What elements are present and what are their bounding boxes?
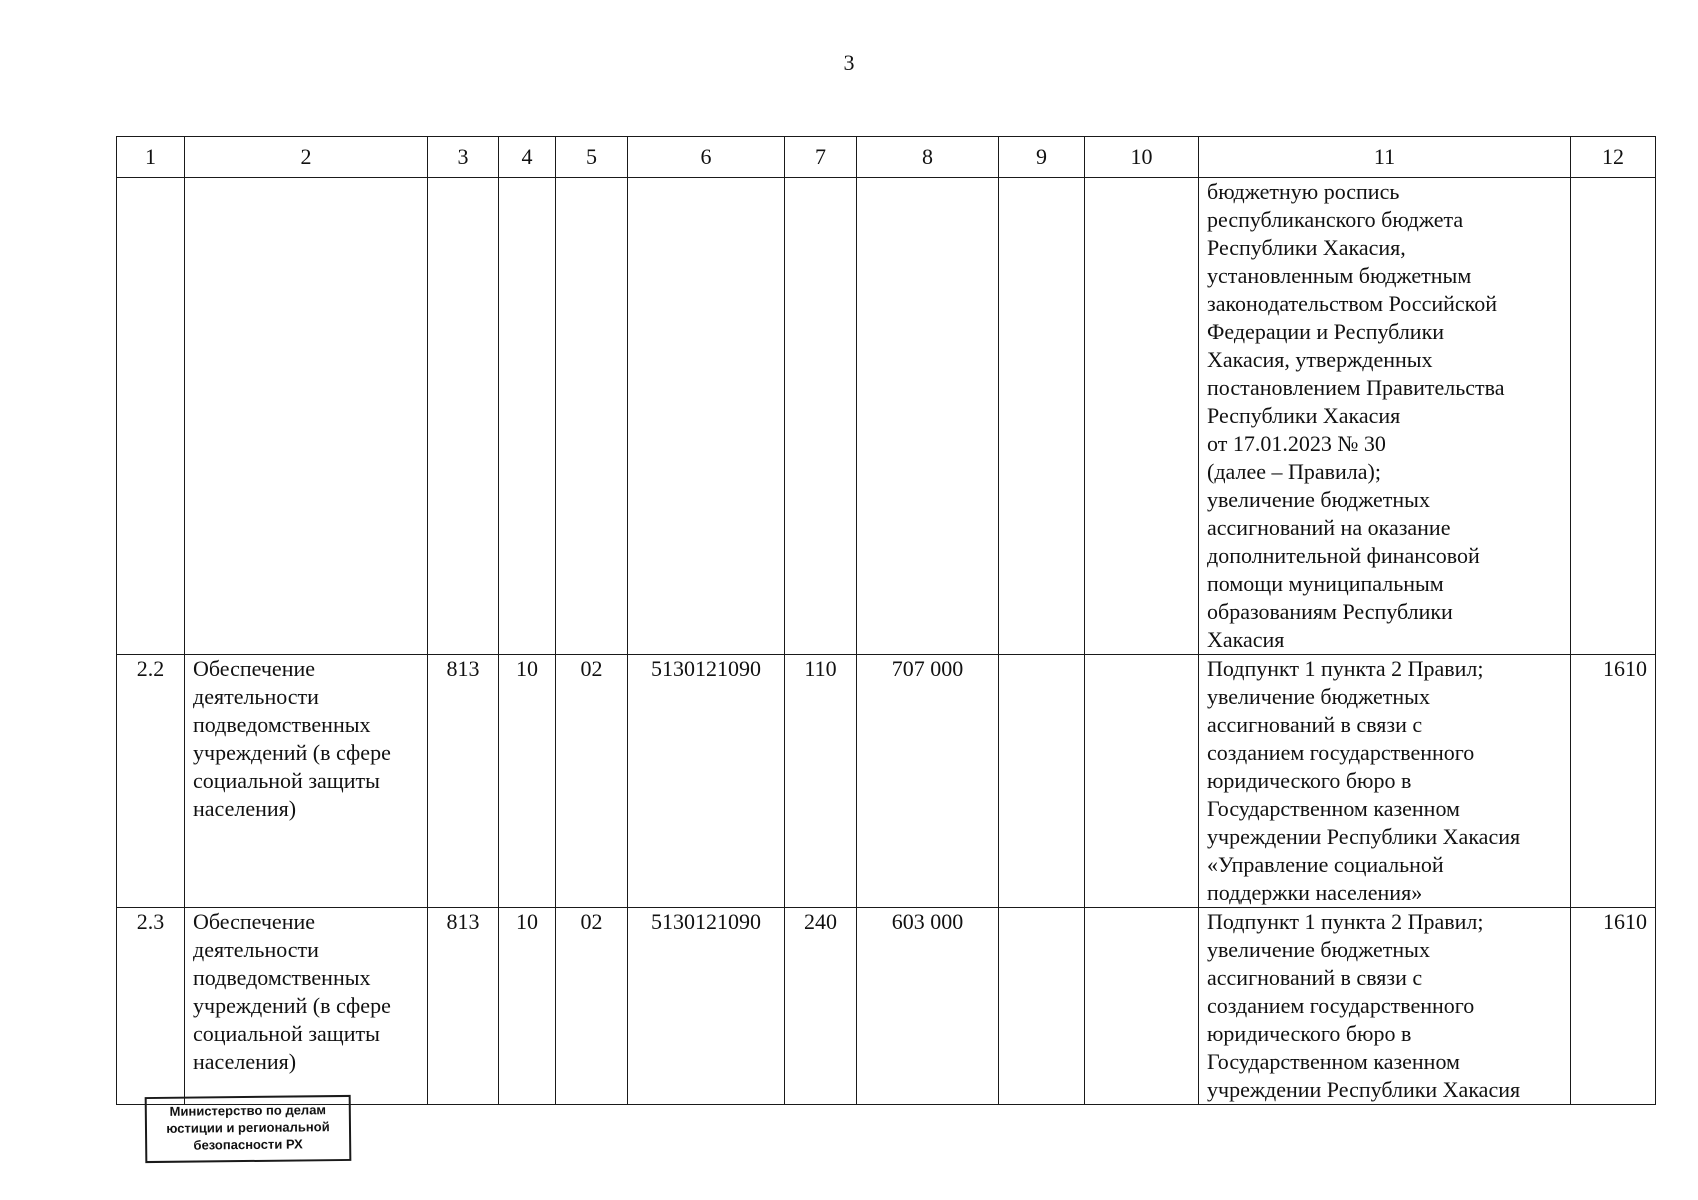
column-header-5: 5 [556,137,628,178]
cell-number [117,178,185,655]
column-header-10: 10 [1085,137,1199,178]
cell-col6: 5130121090 [628,908,785,1105]
cell-col5 [556,178,628,655]
column-header-12: 12 [1571,137,1656,178]
cell-col10 [1085,178,1199,655]
column-header-9: 9 [999,137,1085,178]
column-header-3: 3 [428,137,499,178]
cell-col8 [857,178,999,655]
cell-col4 [499,178,556,655]
cell-col7: 110 [785,655,857,908]
column-header-2: 2 [185,137,428,178]
table-row-2-3 [117,908,1656,1105]
cell-col7: 240 [785,908,857,1105]
cell-col7 [785,178,857,655]
column-header-11: 11 [1199,137,1571,178]
table-row-continuation [117,178,1656,655]
cell-col8: 707 000 [857,655,999,908]
cell-justification: Подпункт 1 пункта 2 Правил; увеличение бюджетных ассигнований в связи с созданием государственного юридического бюро в Государственном казенном учреждении Республики Хакасия [1199,908,1571,1105]
cell-col9 [999,655,1085,908]
table-row-2-2 [117,655,1656,908]
cell-col12 [1571,178,1656,655]
cell-name: Обеспечение деятельности подведомственных учреждений (в сфере социальной защиты населения) [185,908,428,1105]
column-header-1: 1 [117,137,185,178]
column-header-6: 6 [628,137,785,178]
cell-col9 [999,908,1085,1105]
cell-col10 [1085,655,1199,908]
cell-col5: 02 [556,655,628,908]
cell-col6 [628,178,785,655]
cell-col12: 1610 [1571,908,1656,1105]
cell-col12: 1610 [1571,655,1656,908]
column-header-8: 8 [857,137,999,178]
cell-name: Обеспечение деятельности подведомственных учреждений (в сфере социальной защиты населения) [185,655,428,908]
column-header-4: 4 [499,137,556,178]
cell-col3: 813 [428,655,499,908]
cell-justification: бюджетную роспись республиканского бюджета Республики Хакасия, установленным бюджетным законодательством Российской Федерации и Республики Хакасия, утвержденных постановлением Правительства Республики Хакасия от 17.01.2023 № 30 (далее – Правила); увеличение бюджетных ассигнований на оказание дополнительной финансовой помощи муниципальным образованиям Республики Хакасия [1199,178,1571,655]
cell-col5: 02 [556,908,628,1105]
cell-number: 2.3 [117,908,185,1105]
cell-col6: 5130121090 [628,655,785,908]
cell-col3 [428,178,499,655]
cell-col4: 10 [499,908,556,1105]
cell-col8: 603 000 [857,908,999,1105]
ministry-stamp: Министерство по делам юстиции и региональной безопасности РХ [145,1095,352,1163]
budget-table [116,136,1656,1105]
column-header-7: 7 [785,137,857,178]
cell-name [185,178,428,655]
cell-col9 [999,178,1085,655]
cell-col3: 813 [428,908,499,1105]
cell-col4: 10 [499,655,556,908]
cell-col10 [1085,908,1199,1105]
table-header-row [117,137,1656,178]
page-number: 3 [843,50,855,75]
cell-number: 2.2 [117,655,185,908]
cell-justification: Подпункт 1 пункта 2 Правил; увеличение бюджетных ассигнований в связи с созданием государственного юридического бюро в Государственном казенном учреждении Республики Хакасия «Управление социальной поддержки населения» [1199,655,1571,908]
